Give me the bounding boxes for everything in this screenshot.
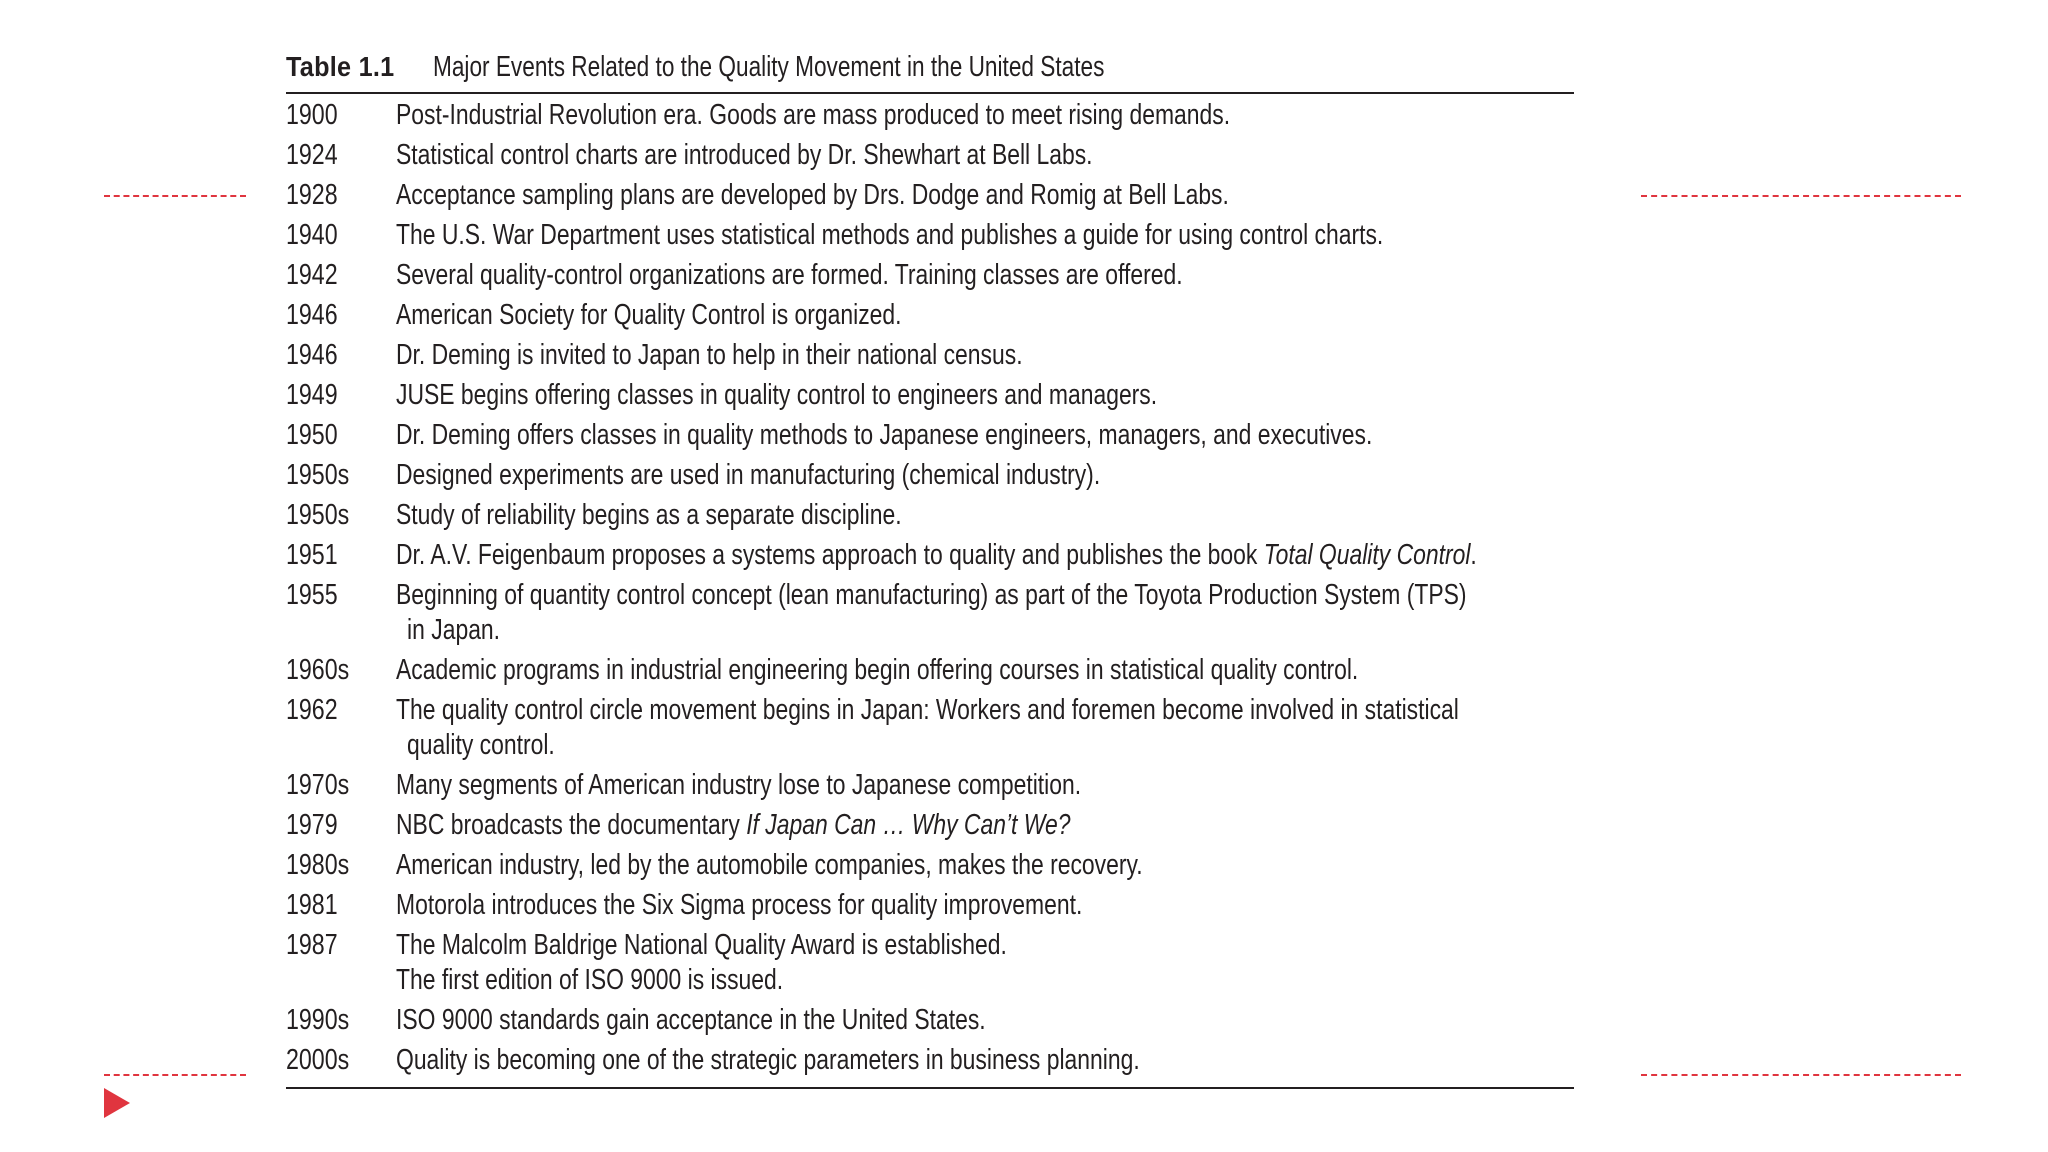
event-cell: Beginning of quantity control concept (lean manufacturing) as part of the Toyota Production System (TPS) in Japan. [396,579,1467,646]
table-title: Major Events Related to the Quality Movement in the United States [433,50,1105,83]
table-row [286,338,1574,378]
event-cell: Dr. Deming is invited to Japan to help in their national census. [396,339,1023,371]
events-table [286,46,1574,1089]
event-cell: The quality control circle movement begins in Japan: Workers and foremen become involved in statistical quality control. [396,694,1459,761]
year-cell: 1950s [286,459,350,491]
event-cell: Dr. A.V. Feigenbaum proposes a systems approach to quality and publishes the book Total Quality Control. [396,539,1477,571]
table-number: Table 1.1 [286,51,395,82]
table-body [286,98,1574,1083]
year-cell: 1970s [286,769,350,801]
event-continuation: quality control. [407,729,555,761]
table-row [286,768,1574,808]
event-cell: Quality is becoming one of the strategic parameters in business planning. [396,1044,1140,1076]
table-caption [286,46,1574,88]
year-cell: 1981 [286,889,338,921]
event-cell: Academic programs in industrial engineering begin offering courses in statistical quality control. [396,654,1359,686]
slide-guide-dashed-line [104,195,246,197]
year-cell: 1924 [286,139,338,171]
table-row [286,258,1574,298]
year-cell: 1900 [286,99,338,131]
table-row [286,378,1574,418]
year-cell: 1950s [286,499,350,531]
year-cell: 1962 [286,694,338,726]
event-cell: Designed experiments are used in manufacturing (chemical industry). [396,459,1101,491]
table-row [286,1003,1574,1043]
table-row [286,578,1574,653]
table-row [286,218,1574,258]
event-cell: Post-Industrial Revolution era. Goods are mass produced to meet rising demands. [396,99,1231,131]
documentary-title: If Japan Can … Why Can’t We? [746,809,1071,841]
table-row [286,458,1574,498]
year-cell: 1987 [286,929,338,961]
event-cell: JUSE begins offering classes in quality control to engineers and managers. [396,379,1158,411]
event-cell: Motorola introduces the Six Sigma process for quality improvement. [396,889,1083,921]
table-row [286,808,1574,848]
event-cell: Study of reliability begins as a separate discipline. [396,499,902,531]
table-row [286,1043,1574,1083]
play-arrow-icon[interactable] [104,1088,130,1118]
slide-guide-dashed-line [104,1074,246,1076]
year-cell: 1942 [286,259,338,291]
table-row [286,538,1574,578]
slide-guide-dashed-line [1641,1074,1961,1076]
table-bottom-rule [286,1087,1574,1089]
year-cell: 1960s [286,654,350,686]
book-title: Total Quality Control [1263,539,1471,571]
event-cell: Dr. Deming offers classes in quality methods to Japanese engineers, managers, and executives. [396,419,1373,451]
table-row [286,498,1574,538]
year-cell: 1951 [286,539,338,571]
year-cell: 1950 [286,419,338,451]
table-row [286,98,1574,138]
table-row [286,848,1574,888]
table-row [286,418,1574,458]
table-row [286,653,1574,693]
year-cell: 1928 [286,179,338,211]
event-continuation: in Japan. [407,614,501,646]
event-continuation: The first edition of ISO 9000 is issued. [396,964,784,996]
year-cell: 1940 [286,219,338,251]
year-cell: 1946 [286,299,338,331]
table-row [286,298,1574,338]
event-cell: The U.S. War Department uses statistical methods and publishes a guide for using control charts. [396,219,1384,251]
table-row [286,138,1574,178]
event-cell: American industry, led by the automobile companies, makes the recovery. [396,849,1143,881]
event-cell: Acceptance sampling plans are developed by Drs. Dodge and Romig at Bell Labs. [396,179,1229,211]
event-cell: Many segments of American industry lose to Japanese competition. [396,769,1082,801]
year-cell: 1949 [286,379,338,411]
event-cell: Several quality-control organizations are formed. Training classes are offered. [396,259,1183,291]
table-row [286,928,1574,1003]
event-cell: American Society for Quality Control is organized. [396,299,902,331]
table-row [286,888,1574,928]
table-row [286,693,1574,768]
event-cell: NBC broadcasts the documentary If Japan Can … Why Can’t We? [396,809,1071,841]
event-cell: The Malcolm Baldrige National Quality Award is established. The first edition of ISO 9000 is issued. [396,928,1327,998]
year-cell: 1946 [286,339,338,371]
event-cell: Statistical control charts are introduced by Dr. Shewhart at Bell Labs. [396,139,1093,171]
table-row [286,178,1574,218]
year-cell: 1955 [286,579,338,611]
year-cell: 1990s [286,1004,350,1036]
table-top-rule [286,92,1574,94]
year-cell: 1980s [286,849,350,881]
year-cell: 1979 [286,809,338,841]
year-cell: 2000s [286,1044,350,1076]
slide-guide-dashed-line [1641,195,1961,197]
event-cell: ISO 9000 standards gain acceptance in the United States. [396,1004,986,1036]
